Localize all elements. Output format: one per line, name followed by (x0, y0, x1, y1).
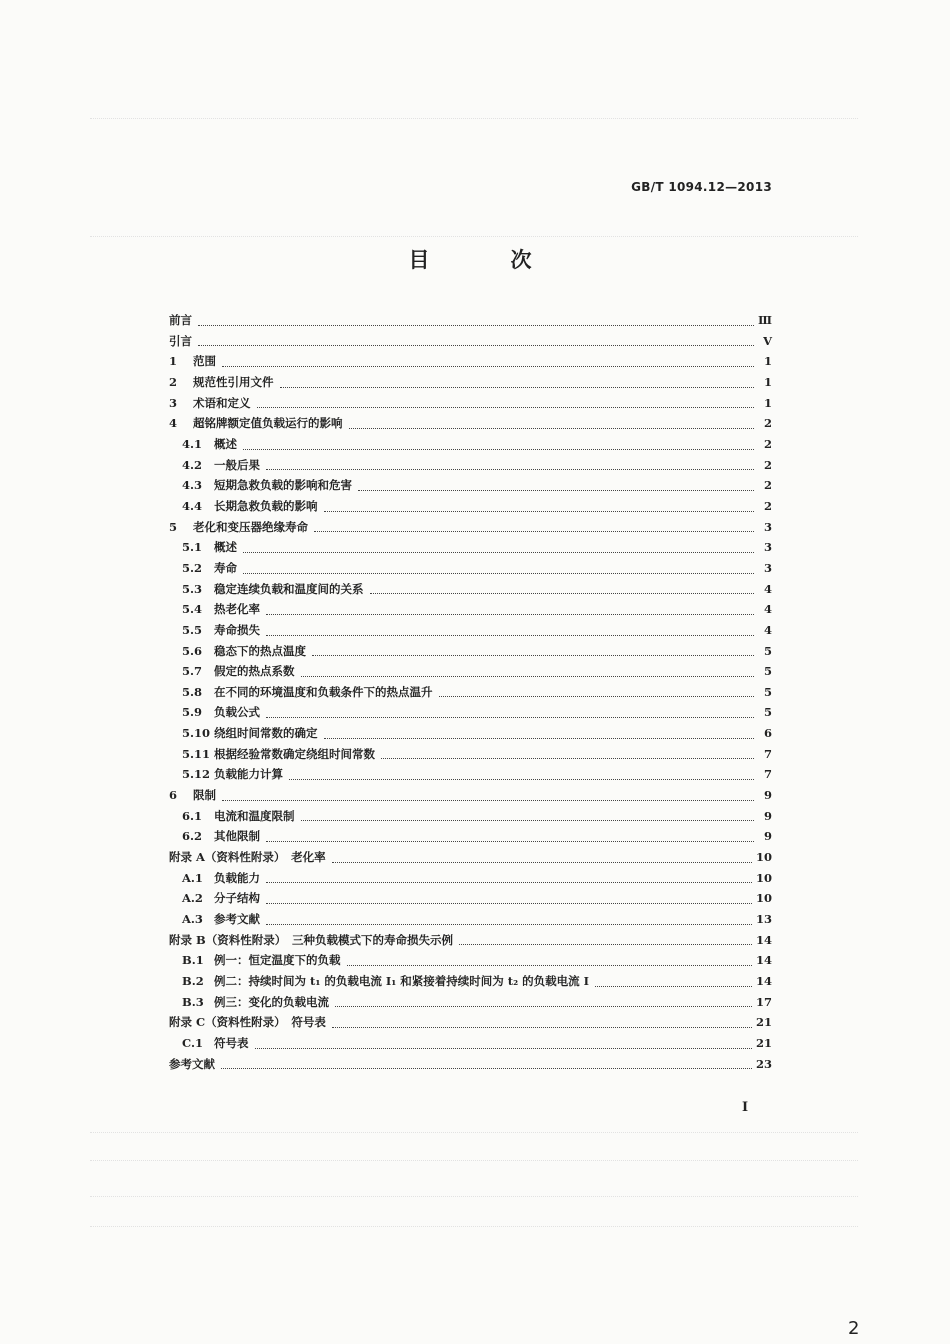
toc-entry-number: 5.8 (182, 684, 203, 699)
toc-entry-label: 符号表 (214, 1035, 249, 1050)
toc-entry-page: 13 (755, 912, 772, 927)
toc-leader-dots (266, 924, 752, 925)
toc-entry-label: 老化和变压器绝缘寿命 (193, 519, 308, 534)
toc-entry-number: B.2 (182, 974, 204, 988)
toc-entry[interactable] (169, 764, 772, 785)
toc-entry-page: 1 (763, 354, 772, 369)
toc-entry[interactable] (169, 455, 772, 476)
toc-entry-label: 附录 A（资料性附录） 老化率 (169, 850, 326, 865)
toc-entry[interactable] (169, 331, 772, 352)
toc-entry-number: 5 (169, 519, 178, 534)
toc-entry-number: 5.7 (182, 664, 203, 679)
toc-leader-dots (332, 1027, 752, 1028)
toc-entry-page: 10 (755, 850, 772, 865)
toc-entry-number: 5.10 (182, 726, 211, 741)
toc-leader-dots (332, 862, 752, 863)
toc-entry[interactable] (169, 517, 772, 538)
toc-leader-dots (198, 325, 754, 326)
toc-entry-page: 9 (763, 788, 772, 803)
toc-entry[interactable] (169, 785, 772, 806)
toc-entry-number: 4 (169, 416, 178, 431)
toc-entry-number: 5.11 (182, 746, 211, 761)
toc-entry[interactable] (169, 393, 772, 414)
toc-entry[interactable] (169, 909, 772, 930)
toc-leader-dots (324, 511, 755, 512)
toc-entry-page: 21 (755, 1015, 772, 1030)
toc-entry-number: 4.3 (182, 478, 203, 493)
toc-entry-label: 一般后果 (214, 457, 260, 472)
toc-entry-page: 3 (763, 519, 772, 534)
toc-entry-number: 5.2 (182, 560, 203, 575)
toc-entry-page: 21 (755, 1035, 772, 1050)
toc-leader-dots (280, 387, 755, 388)
scan-artifact-line (90, 1196, 858, 1197)
toc-entry-label: 规范性引用文件 (193, 374, 274, 389)
toc-leader-dots (198, 345, 754, 346)
toc-entry[interactable] (169, 723, 772, 744)
toc-entry-label: 概述 (214, 436, 237, 451)
toc-entry-page: 5 (763, 684, 772, 699)
toc-entry-label: 限制 (193, 788, 216, 803)
toc-entry[interactable] (169, 641, 772, 662)
toc-entry-number: 5.3 (182, 581, 203, 596)
toc-entry-page: 7 (763, 767, 772, 782)
toc-entry-page: 9 (763, 829, 772, 844)
toc-entry-page: 4 (763, 581, 772, 596)
toc-leader-dots (243, 449, 754, 450)
toc-entry-number: 4.4 (182, 498, 203, 513)
toc-entry-label: 前言 (169, 313, 192, 327)
toc-entry-label: 概述 (214, 540, 237, 555)
toc-leader-dots (289, 779, 754, 780)
toc-leader-dots (301, 676, 755, 677)
toc-entry-page: 5 (763, 705, 772, 720)
toc-entry-number: A.2 (182, 891, 203, 906)
toc-entry[interactable] (169, 1012, 772, 1033)
toc-leader-dots (243, 552, 754, 553)
table-of-contents (169, 310, 772, 1074)
toc-entry-label: 术语和定义 (193, 395, 251, 410)
toc-entry-number: 4.1 (182, 436, 203, 451)
toc-entry-number: 6.2 (182, 829, 203, 844)
toc-entry-label: 例三：变化的负载电流 (214, 994, 329, 1009)
toc-leader-dots (314, 531, 754, 532)
scan-artifact-line (90, 1226, 858, 1227)
toc-leader-dots (266, 882, 752, 883)
toc-entry[interactable] (169, 868, 772, 889)
toc-entry-page: 10 (755, 870, 772, 885)
toc-leader-dots (370, 593, 755, 594)
toc-entry-label: 范围 (193, 354, 216, 369)
toc-entry-page: 14 (755, 974, 772, 988)
toc-entry-label: 寿命 (214, 560, 237, 575)
scan-artifact-line (90, 236, 858, 237)
toc-entry[interactable] (169, 702, 772, 723)
toc-entry[interactable] (169, 682, 772, 703)
toc-entry-page: 2 (763, 457, 772, 472)
toc-entry[interactable] (169, 806, 772, 827)
toc-entry[interactable] (169, 847, 772, 868)
toc-entry-number: 1 (169, 354, 178, 369)
toc-entry[interactable] (169, 351, 772, 372)
toc-entry[interactable] (169, 992, 772, 1013)
toc-entry[interactable] (169, 1033, 772, 1054)
toc-leader-dots (255, 1048, 752, 1049)
toc-entry[interactable] (169, 744, 772, 765)
toc-entry-page: 14 (755, 932, 772, 947)
toc-entry-page: 4 (763, 622, 772, 637)
toc-leader-dots (312, 655, 754, 656)
toc-entry-page: 14 (755, 953, 772, 968)
toc-leader-dots (301, 820, 755, 821)
toc-leader-dots (459, 944, 752, 945)
toc-leader-dots (266, 469, 754, 470)
toc-entry-label: 引言 (169, 333, 192, 348)
toc-entry-label: 在不同的环境温度和负载条件下的热点温升 (214, 684, 433, 699)
toc-entry-number: B.1 (182, 953, 204, 968)
toc-leader-dots (324, 738, 755, 739)
toc-entry[interactable] (169, 950, 772, 971)
toc-leader-dots (439, 696, 755, 697)
scan-artifact-line (90, 1160, 858, 1161)
toc-entry[interactable] (169, 888, 772, 909)
toc-entry[interactable] (169, 1054, 772, 1075)
toc-leader-dots (222, 366, 754, 367)
toc-leader-dots (266, 717, 754, 718)
toc-entry-label: 短期急救负载的影响和危害 (214, 478, 352, 493)
toc-entry[interactable] (169, 496, 772, 517)
toc-entry-label: 分子结构 (214, 891, 260, 906)
toc-entry-label: 参考文献 (214, 912, 260, 927)
toc-entry-label: 负载能力计算 (214, 767, 283, 782)
page-title: 目 次 (408, 248, 562, 272)
toc-entry-number: 4.2 (182, 457, 203, 472)
toc-entry-page: 23 (755, 1056, 772, 1071)
toc-entry[interactable] (169, 579, 772, 600)
toc-entry-page: 2 (763, 436, 772, 451)
toc-entry-number: A.1 (182, 870, 203, 885)
toc-entry-number: 5.6 (182, 643, 203, 658)
toc-entry-number: 6 (169, 788, 178, 803)
toc-entry[interactable] (169, 434, 772, 455)
standard-id: GB/T 1094.12—2013 (631, 180, 772, 194)
toc-entry-label: 附录 B（资料性附录） 三种负载模式下的寿命损失示例 (169, 932, 453, 947)
toc-entry-number: 2 (169, 374, 178, 389)
scan-artifact-line (90, 1132, 858, 1133)
toc-entry-number: B.3 (182, 994, 204, 1009)
toc-entry-page: 5 (763, 643, 772, 658)
toc-entry-page: 10 (755, 891, 772, 906)
toc-entry-label: 参考文献 (169, 1056, 215, 1071)
toc-leader-dots (257, 407, 755, 408)
toc-entry-label: 例一：恒定温度下的负载 (214, 953, 341, 968)
toc-entry[interactable] (169, 310, 772, 331)
toc-entry[interactable] (169, 826, 772, 847)
toc-entry[interactable] (169, 413, 772, 434)
toc-entry-label: 绕组时间常数的确定 (214, 726, 318, 741)
toc-leader-dots (595, 986, 752, 987)
toc-entry[interactable] (169, 372, 772, 393)
toc-entry-number: A.3 (182, 912, 203, 927)
toc-entry-label: 附录 C（资料性附录） 符号表 (169, 1015, 326, 1030)
toc-leader-dots (381, 758, 754, 759)
toc-entry-page: 17 (755, 994, 772, 1009)
toc-entry-page: 1 (763, 374, 772, 389)
toc-leader-dots (221, 1068, 752, 1069)
toc-entry-number: 5.1 (182, 540, 203, 555)
toc-leader-dots (347, 965, 752, 966)
toc-entry-number: 5.12 (182, 767, 211, 782)
toc-entry-number: 5.4 (182, 602, 203, 617)
toc-entry-page: Ⅲ (757, 313, 772, 327)
toc-leader-dots (266, 841, 754, 842)
toc-entry-page: 6 (763, 726, 772, 741)
toc-entry-number: 3 (169, 395, 178, 410)
toc-entry-page: 3 (763, 540, 772, 555)
toc-leader-dots (349, 428, 755, 429)
toc-leader-dots (266, 614, 754, 615)
toc-entry-page: 1 (763, 395, 772, 410)
toc-entry-number: 6.1 (182, 808, 203, 823)
toc-entry[interactable] (169, 537, 772, 558)
toc-entry-label: 寿命损失 (214, 622, 260, 637)
toc-entry-label: 例二：持续时间为 t₁ 的负载电流 I₁ 和紧接着持续时间为 t₂ 的负载电流 I (214, 974, 590, 988)
toc-entry-label: 电流和温度限制 (214, 808, 295, 823)
toc-entry-number: C.1 (182, 1035, 203, 1050)
toc-entry-label: 长期急救负载的影响 (214, 498, 318, 513)
toc-entry-label: 其他限制 (214, 829, 260, 844)
toc-entry-number: 5.9 (182, 705, 203, 720)
toc-entry-page: Ⅴ (763, 333, 772, 348)
toc-entry[interactable] (169, 599, 772, 620)
toc-entry-page: 9 (763, 808, 772, 823)
toc-leader-dots (335, 1006, 752, 1007)
toc-entry-label: 假定的热点系数 (214, 664, 295, 679)
scan-artifact-line (90, 118, 858, 119)
toc-entry-page: 2 (763, 498, 772, 513)
toc-entry[interactable] (169, 475, 772, 496)
toc-entry-page: 4 (763, 602, 772, 617)
toc-entry[interactable] (169, 930, 772, 951)
toc-leader-dots (243, 573, 754, 574)
toc-entry-label: 热老化率 (214, 602, 260, 617)
toc-entry-label: 负载公式 (214, 705, 260, 720)
toc-leader-dots (222, 800, 754, 801)
toc-entry[interactable] (169, 558, 772, 579)
toc-entry-page: 5 (763, 664, 772, 679)
toc-entry[interactable] (169, 971, 772, 992)
toc-leader-dots (358, 490, 754, 491)
toc-entry-label: 根据经验常数确定绕组时间常数 (214, 746, 375, 761)
corner-page-number: 2 (848, 1318, 860, 1339)
toc-entry-number: 5.5 (182, 622, 203, 637)
toc-entry-label: 超铭牌额定值负载运行的影响 (193, 416, 343, 431)
toc-entry[interactable] (169, 661, 772, 682)
toc-entry-page: 2 (763, 416, 772, 431)
toc-leader-dots (266, 903, 752, 904)
toc-entry[interactable] (169, 620, 772, 641)
toc-entry-page: 2 (763, 478, 772, 493)
toc-leader-dots (266, 635, 754, 636)
roman-page-number: I (742, 1100, 749, 1115)
toc-entry-page: 7 (763, 746, 772, 761)
toc-entry-page: 3 (763, 560, 772, 575)
toc-entry-label: 稳定连续负载和温度间的关系 (214, 581, 364, 596)
toc-entry-label: 稳态下的热点温度 (214, 643, 306, 658)
toc-entry-label: 负载能力 (214, 870, 260, 885)
